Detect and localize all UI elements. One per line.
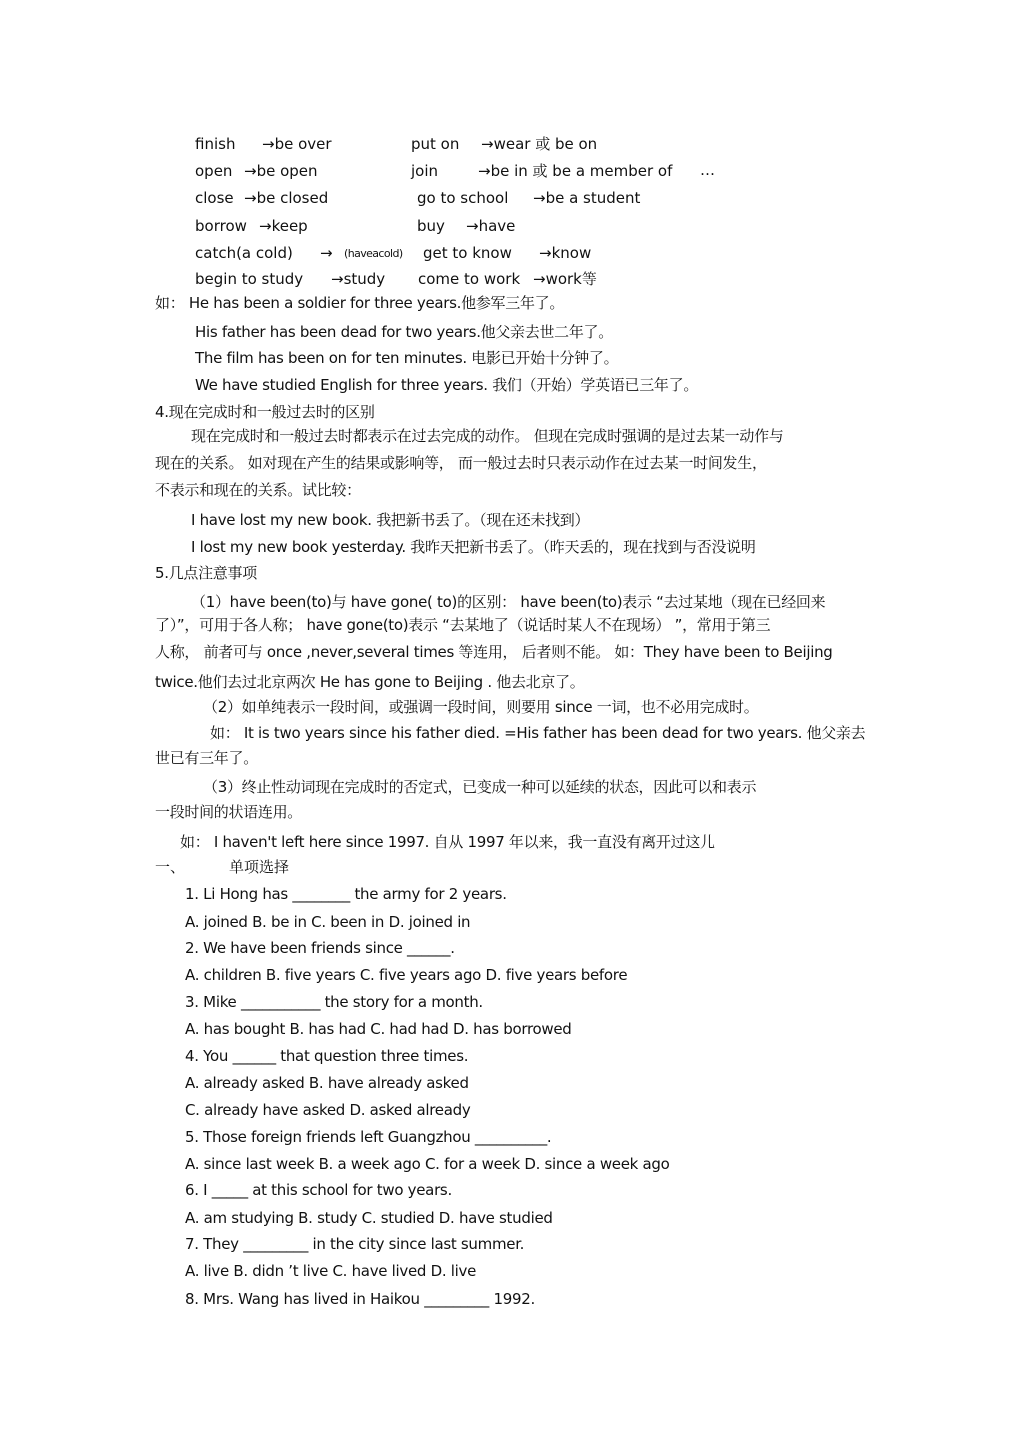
vocab-equivalent: →be in 或 be a member of bbox=[478, 162, 673, 180]
options-line: A. am studying B. study C. studied D. have studied bbox=[185, 1209, 553, 1227]
paragraph-line: （3）终止性动词现在完成时的否定式，已变成一种可以延续的状态，因此可以和表示 bbox=[203, 778, 757, 796]
vocab-verb: come to work bbox=[418, 270, 521, 288]
question-line: 4. You ______ that question three times. bbox=[185, 1047, 469, 1065]
options-line: A. has bought B. has had C. had had D. has borrowed bbox=[185, 1020, 572, 1038]
exercise-title: 单项选择 bbox=[229, 858, 290, 876]
paragraph-line: twice.他们去过北京两次 He has gone to Beijing . 他去北京了。 bbox=[155, 673, 585, 691]
vocab-verb: finish bbox=[195, 135, 236, 153]
vocab-verb: go to school bbox=[417, 189, 509, 207]
vocab-verb: join bbox=[411, 162, 439, 180]
vocab-ellipsis: … bbox=[700, 161, 715, 179]
vocab-equivalent: →know bbox=[539, 244, 592, 262]
example-line: I lost my new book yesterday. 我昨天把新书丢了。（昨天丢的，现在找到与否没说明 bbox=[191, 538, 756, 556]
vocab-verb: put on bbox=[411, 135, 460, 153]
vocab-equivalent-small: (haveacold) bbox=[344, 247, 403, 260]
paragraph-line: 世已有三年了。 bbox=[155, 749, 258, 767]
paragraph-line: 如： It is two years since his father died. =His father has been dead for two years. 他父亲去 bbox=[210, 724, 866, 742]
vocab-verb: buy bbox=[417, 217, 445, 235]
vocab-equivalent: →have bbox=[466, 217, 516, 235]
paragraph-line: 了）”，可用于各人称； have gone(to)表示 “去某地了（说话时某人不在现场） ”，常用于第三 bbox=[155, 616, 771, 634]
options-line: A. already asked B. have already asked bbox=[185, 1074, 469, 1092]
paragraph-line: 如： I haven't left here since 1997. 自从 1997 年以来，我一直没有离开过这儿 bbox=[180, 833, 715, 851]
question-line: 2. We have been friends since ______. bbox=[185, 939, 455, 957]
example-line: We have studied English for three years. 我们（开始）学英语已三年了。 bbox=[195, 376, 699, 394]
example-line: 如： He has been a soldier for three years.他参军三年了。 bbox=[155, 294, 565, 312]
vocab-equivalent: →be closed bbox=[244, 189, 329, 207]
vocab-verb: open bbox=[195, 162, 233, 180]
vocab-equivalent: →keep bbox=[259, 217, 308, 235]
section-heading: 5.几点注意事项 bbox=[155, 564, 257, 582]
vocab-verb: catch(a cold) bbox=[195, 244, 293, 262]
paragraph-line: 不表示和现在的关系。试比较： bbox=[155, 481, 361, 499]
vocab-equivalent: →wear 或 be on bbox=[481, 135, 598, 153]
paragraph-line: 人称， 前者可与 once ,never,several times 等连用， 后者则不能。 如：They have been to Beijing bbox=[155, 643, 833, 661]
vocab-equivalent: →study bbox=[331, 270, 386, 288]
vocab-equivalent: →be over bbox=[262, 135, 332, 153]
vocab-verb: get to know bbox=[423, 244, 512, 262]
vocab-verb: begin to study bbox=[195, 270, 304, 288]
options-line: A. joined B. be in C. been in D. joined in bbox=[185, 913, 471, 931]
question-line: 1. Li Hong has ________ the army for 2 years. bbox=[185, 885, 507, 903]
question-line: 5. Those foreign friends left Guangzhou __________. bbox=[185, 1128, 552, 1146]
vocab-equivalent: →be open bbox=[244, 162, 318, 180]
vocab-equivalent: →be a student bbox=[533, 189, 641, 207]
options-line: A. children B. five years C. five years ago D. five years before bbox=[185, 966, 628, 984]
question-line: 7. They _________ in the city since last summer. bbox=[185, 1235, 525, 1253]
vocab-verb: close bbox=[195, 189, 234, 207]
example-line: His father has been dead for two years.他父亲去世二年了。 bbox=[195, 323, 613, 341]
paragraph-line: 一段时间的状语连用。 bbox=[155, 803, 303, 821]
question-line: 8. Mrs. Wang has lived in Haikou _________ 1992. bbox=[185, 1290, 535, 1308]
options-line: C. already have asked D. asked already bbox=[185, 1101, 471, 1119]
example-line: I have lost my new book. 我把新书丢了。（现在还未找到） bbox=[191, 511, 590, 529]
options-line: A. since last week B. a week ago C. for a week D. since a week ago bbox=[185, 1155, 670, 1173]
vocab-arrow: → bbox=[320, 244, 333, 262]
paragraph-line: （2）如单纯表示一段时间，或强调一段时间，则要用 since 一词，也不必用完成时。 bbox=[203, 698, 759, 716]
paragraph-line: 现在的关系。 如对现在产生的结果或影响等， 而一般过去时只表示动作在过去某一时间发生， bbox=[155, 454, 767, 472]
example-line: The film has been on for ten minutes. 电影已开始十分钟了。 bbox=[195, 349, 619, 367]
vocab-verb: borrow bbox=[195, 217, 247, 235]
paragraph-line: （1）have been(to)与 have gone( to)的区别： have been(to)表示 “去过某地（现在已经回来 bbox=[191, 593, 826, 611]
paragraph-line: 现在完成时和一般过去时都表示在过去完成的动作。 但现在完成时强调的是过去某一动作与 bbox=[191, 427, 784, 445]
section-heading: 4.现在完成时和一般过去时的区别 bbox=[155, 403, 375, 421]
question-line: 6. I _____ at this school for two years. bbox=[185, 1181, 452, 1199]
vocab-equivalent: →work等 bbox=[533, 270, 597, 288]
options-line: A. live B. didn ’t live C. have lived D. live bbox=[185, 1262, 477, 1280]
exercise-number: 一、 bbox=[155, 858, 186, 876]
question-line: 3. Mike ___________ the story for a month. bbox=[185, 993, 483, 1011]
